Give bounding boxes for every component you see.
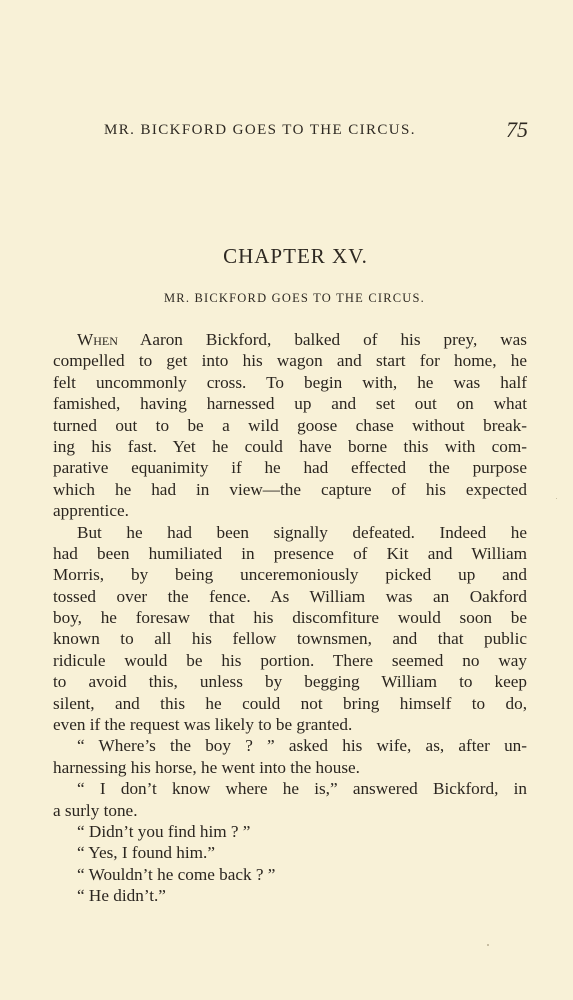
text-line: “ Where’s the boy ? ” asked his wife, as, after un- [77,736,527,756]
text-line: “ He didn’t.” [77,886,166,906]
text-line: known to all his fellow townsmen, and that public [53,629,527,649]
text-line: apprentice. [53,501,129,521]
text-line: famished, having harnessed up and set out on what [53,394,527,414]
text-line: “ I don’t know where he is,” answered Bickford, in [77,779,527,799]
text-line: which he had in view—the capture of his expected [53,479,527,499]
text-line: ridicule would be his portion. There seemed no way [53,650,527,670]
chapter-title: CHAPTER XV. [223,244,368,268]
text-line: “ Wouldn’t he come back ? ” [77,864,276,884]
text-line: tossed over the fence. As William was an Oakford [53,586,527,606]
text-line: “ Yes, I found him.” [77,843,215,863]
paper-speck [487,944,489,946]
text-line: harnessing his horse, he went into the house. [53,757,360,777]
text-line: to avoid this, unless by begging William to keep [53,672,527,692]
text-line: But he had been signally defeated. Indeed he [77,522,527,542]
text-line: silent, and this he could not bring himself to do, [53,693,527,713]
text-line: “ Didn’t you find him ? ” [77,821,251,841]
text-line: parative equanimity if he had effected the purpose [53,458,527,478]
text-line: a surly tone. [53,800,138,820]
text-line: turned out to be a wild goose chase without break- [53,415,527,435]
chapter-subtitle: MR. BICKFORD GOES TO THE CIRCUS. [163,291,425,305]
text-line: Morris, by being unceremoniously picked up and [53,565,527,585]
paper-speck [556,498,557,499]
text-line: compelled to get into his wagon and start for home, he [53,351,527,371]
drop-word: When [77,330,118,349]
body-text [53,329,527,907]
page-number: 75 [506,117,528,142]
text-line: had been humiliated in presence of Kit and William [53,543,527,563]
text-line: even if the request was likely to be granted. [53,715,353,735]
text-line: boy, he foresaw that his discomfiture would soon be [53,608,527,628]
text-line: felt uncommonly cross. To begin with, he was half [53,372,527,392]
text-line: ing his fast. Yet he could have borne this with com- [53,436,527,456]
text-line: When Aaron Bickford, balked of his prey, was [77,330,527,349]
running-head-title: MR. BICKFORD GOES TO THE CIRCUS. [104,122,416,138]
